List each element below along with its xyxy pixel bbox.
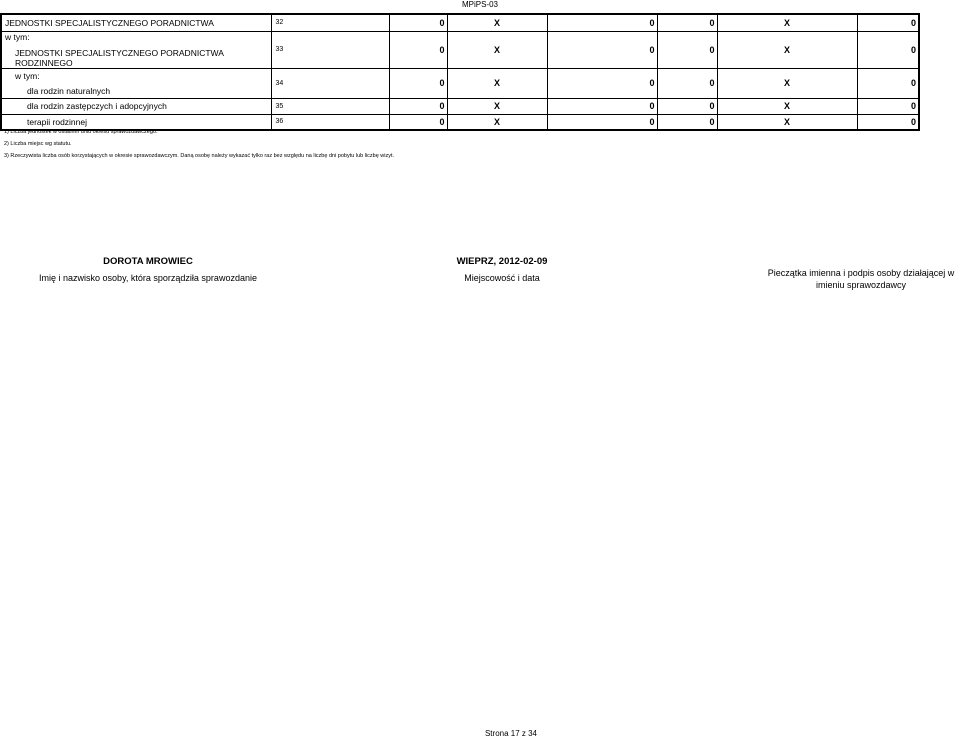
value-cell: 0 (857, 68, 919, 98)
table-row (1, 114, 919, 130)
value-cell: 0 (389, 14, 447, 31)
value-cell: 0 (657, 14, 717, 31)
preparer-block (28, 256, 268, 283)
value-cell: 0 (547, 31, 657, 68)
value-cell: 0 (857, 114, 919, 130)
row-label-group (1, 68, 271, 98)
value-cell: X (717, 98, 857, 114)
row-sublabel: dla rodzin naturalnych (27, 85, 111, 96)
footnote-3: 3) Rzeczywista liczba osób korzystających w okresie sprawozdawczym. Daną osobę należy wykazać tylko raz bez względu na liczbę dni pobytu lub liczbę wizyt. (4, 153, 395, 159)
table-row (1, 14, 919, 31)
row-label: JEDNOSTKI SPECJALISTYCZNEGO PORADNICTWA (1, 14, 271, 31)
value-cell: 0 (389, 68, 447, 98)
value-cell: 0 (389, 98, 447, 114)
value-cell: 0 (857, 14, 919, 31)
row-label: dla rodzin zastępczych i adopcyjnych (27, 101, 167, 111)
value-cell: X (447, 98, 547, 114)
row-label: w tym: (5, 31, 30, 42)
preparer-caption: Imię i nazwisko osoby, która sporządziła sprawozdanie (39, 273, 257, 283)
place-date-caption: Miejscowość i data (464, 273, 540, 283)
value-cell: 0 (389, 31, 447, 68)
value-cell: X (447, 114, 547, 130)
value-cell: 0 (657, 68, 717, 98)
value-cell: 0 (547, 14, 657, 31)
preparer-name: DOROTA MROWIEC (103, 256, 193, 267)
row-label-group (1, 31, 271, 68)
footnote-1: 1) Liczba jednostek w ostatnim dniu okresu sprawozdawczego. (4, 129, 158, 135)
row-label: w tym: (15, 70, 40, 81)
value-cell: 0 (547, 114, 657, 130)
table-row (1, 68, 919, 98)
value-cell: 0 (547, 68, 657, 98)
value-cell: X (717, 114, 857, 130)
value-cell: 0 (657, 98, 717, 114)
value-cell: X (447, 14, 547, 31)
data-table (0, 13, 920, 131)
value-cell: 0 (657, 114, 717, 130)
value-cell: X (717, 31, 857, 68)
value-cell: 0 (657, 31, 717, 68)
row-number: 34 (271, 68, 389, 98)
row-sublabel: JEDNOSTKI SPECJALISTYCZNEGO PORADNICTWA RODZINNEGO (15, 47, 224, 68)
footnote-2: 2) Liczba miejsc wg statutu. (4, 141, 72, 147)
row-number: 32 (271, 14, 389, 31)
value-cell: X (717, 68, 857, 98)
page-number: Strona 17 z 34 (484, 729, 538, 738)
table-row (1, 98, 919, 114)
value-cell: X (447, 31, 547, 68)
row-label: terapii rodzinnej (27, 116, 88, 127)
value-cell: 0 (389, 114, 447, 130)
row-number: 36 (271, 114, 389, 130)
form-code: MPiPS-03 (461, 0, 498, 9)
value-cell: 0 (857, 98, 919, 114)
row-number: 35 (271, 98, 389, 114)
row-label-group (1, 114, 271, 130)
row-number: 33 (271, 31, 389, 68)
stamp-caption: Pieczątka imienna i podpis osoby działającej w imieniu sprawozdawcy (767, 268, 955, 290)
value-cell: 0 (857, 31, 919, 68)
value-cell: X (717, 14, 857, 31)
place-date: WIEPRZ, 2012-02-09 (456, 256, 548, 267)
table-row (1, 31, 919, 68)
value-cell: X (447, 68, 547, 98)
row-label-group (1, 98, 271, 114)
value-cell: 0 (547, 98, 657, 114)
place-date-block (412, 256, 592, 283)
